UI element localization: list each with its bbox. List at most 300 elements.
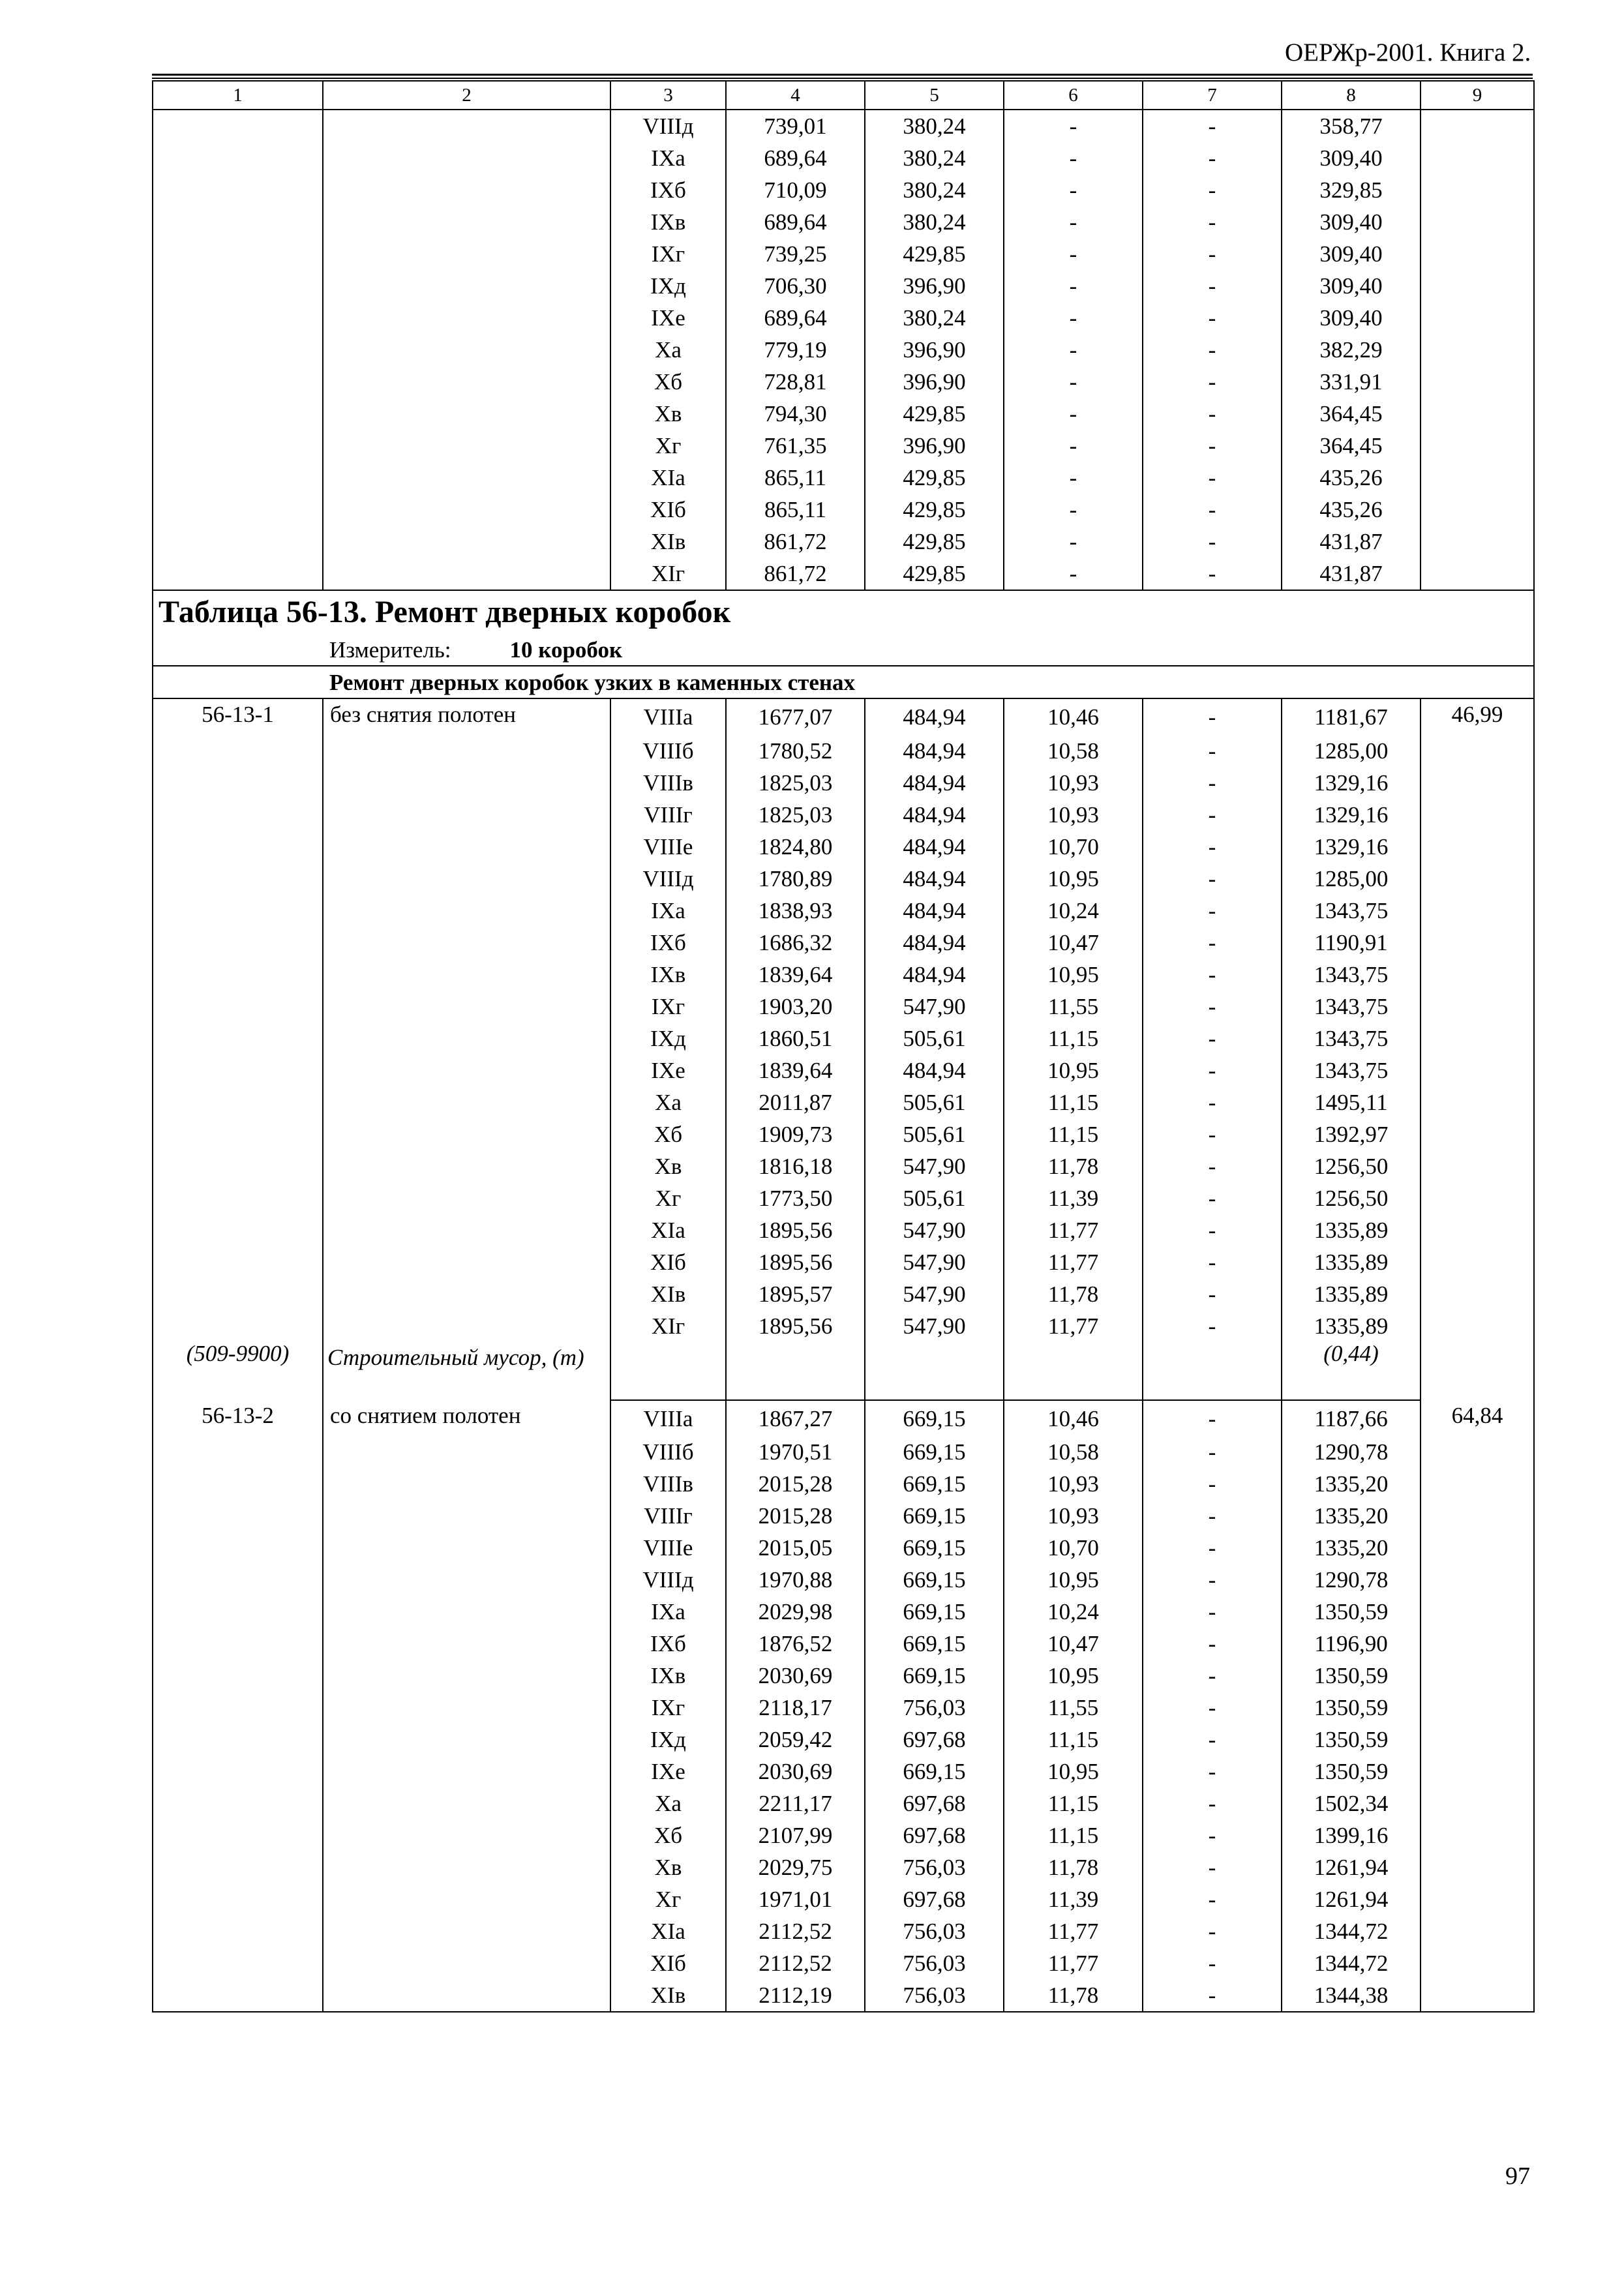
cell: - — [1143, 462, 1282, 494]
table-row — [153, 1214, 1534, 1246]
cell: - — [1143, 1150, 1282, 1182]
cell: 484,94 — [865, 831, 1004, 863]
item-name-cell — [323, 1214, 610, 1246]
table-row — [153, 1468, 1534, 1500]
cell: Xв — [610, 1150, 726, 1182]
running-header: ОЕРЖр-2001. Книга 2. — [1285, 38, 1531, 67]
table-row — [153, 366, 1534, 398]
col9-cell — [1421, 1436, 1534, 1468]
cell: 429,85 — [865, 526, 1004, 558]
item-code-cell — [153, 1756, 323, 1788]
col9-cell — [1421, 1310, 1534, 1342]
cell: 1839,64 — [726, 959, 865, 991]
cell: - — [1004, 494, 1143, 526]
cell: - — [1143, 1883, 1282, 1915]
cell: - — [1143, 1436, 1282, 1468]
cell: 1285,00 — [1282, 735, 1421, 767]
cell: 1867,27 — [726, 1400, 865, 1436]
table-row — [153, 206, 1534, 238]
cell: 1860,51 — [726, 1023, 865, 1055]
col9-cell — [1421, 1628, 1534, 1660]
cell — [865, 1342, 1004, 1400]
table-row — [153, 1246, 1534, 1278]
cell: 1399,16 — [1282, 1819, 1421, 1851]
cell: 1181,67 — [1282, 698, 1421, 735]
cell: 10,95 — [1004, 1756, 1143, 1788]
cell: - — [1143, 959, 1282, 991]
cell: 11,77 — [1004, 1214, 1143, 1246]
cell: Xг — [610, 1182, 726, 1214]
item-code-cell — [153, 959, 323, 991]
cell: 1256,50 — [1282, 1150, 1421, 1182]
item-code-cell — [153, 302, 323, 334]
item-name-cell — [323, 1788, 610, 1819]
cell: IXд — [610, 270, 726, 302]
cell: - — [1004, 270, 1143, 302]
item-name-cell — [323, 1564, 610, 1596]
cell: 2030,69 — [726, 1756, 865, 1788]
item-name-cell — [323, 1979, 610, 2012]
col9-cell — [1421, 1819, 1534, 1851]
cell: 11,39 — [1004, 1182, 1143, 1214]
cell: 1187,66 — [1282, 1400, 1421, 1436]
cell: - — [1143, 142, 1282, 174]
cell: Xб — [610, 1819, 726, 1851]
cell: - — [1143, 1564, 1282, 1596]
table-row — [153, 1118, 1534, 1150]
page-number: 97 — [1505, 2162, 1530, 2190]
col9-cell — [1421, 1596, 1534, 1628]
cell: 697,68 — [865, 1724, 1004, 1756]
cell: 1350,59 — [1282, 1660, 1421, 1692]
cell: 756,03 — [865, 1851, 1004, 1883]
cell: - — [1143, 735, 1282, 767]
item-name-cell — [323, 959, 610, 991]
item-name-cell — [323, 1023, 610, 1055]
subsection-title: Ремонт дверных коробок узких в каменных стенах — [153, 666, 1534, 698]
item-name-cell — [323, 799, 610, 831]
col9-cell: 64,84 — [1421, 1400, 1534, 1436]
cell: IXв — [610, 1660, 726, 1692]
cell: 710,09 — [726, 174, 865, 206]
item-name-cell — [323, 1915, 610, 1947]
cell: 1196,90 — [1282, 1628, 1421, 1660]
cell: - — [1143, 1055, 1282, 1086]
cell: - — [1004, 558, 1143, 590]
item-code-cell — [153, 366, 323, 398]
col9-cell — [1421, 366, 1534, 398]
cell: 865,11 — [726, 494, 865, 526]
item-code-cell — [153, 831, 323, 863]
cell: VIIIа — [610, 698, 726, 735]
cell: IXа — [610, 895, 726, 927]
table-row — [153, 1182, 1534, 1214]
table-row — [153, 1915, 1534, 1947]
table-row — [153, 270, 1534, 302]
cell: - — [1143, 1851, 1282, 1883]
col9-cell — [1421, 991, 1534, 1023]
cell: - — [1143, 1278, 1282, 1310]
cell: - — [1143, 831, 1282, 863]
item-code-cell — [153, 526, 323, 558]
cell: 484,94 — [865, 735, 1004, 767]
col9-cell — [1421, 767, 1534, 799]
col9-cell — [1421, 1564, 1534, 1596]
item-name-cell — [323, 398, 610, 430]
item-name-cell — [323, 142, 610, 174]
cell: 10,93 — [1004, 1468, 1143, 1500]
cell: 779,19 — [726, 334, 865, 366]
cell: - — [1004, 142, 1143, 174]
measure-cell — [153, 634, 1534, 666]
cell: 10,93 — [1004, 799, 1143, 831]
cell: - — [1143, 1660, 1282, 1692]
cell: IXг — [610, 1692, 726, 1724]
cell: Xв — [610, 398, 726, 430]
cell: VIIIг — [610, 799, 726, 831]
cell: 396,90 — [865, 430, 1004, 462]
cell: - — [1143, 1979, 1282, 2012]
cell: 669,15 — [865, 1596, 1004, 1628]
item-code-cell — [153, 1596, 323, 1628]
table-row — [153, 430, 1534, 462]
item-name-cell — [323, 302, 610, 334]
cell: IXа — [610, 142, 726, 174]
cell: 431,87 — [1282, 558, 1421, 590]
item-name-cell — [323, 1055, 610, 1086]
cell: - — [1004, 430, 1143, 462]
item-code-cell — [153, 863, 323, 895]
cell: XIа — [610, 1915, 726, 1947]
cell: 1838,93 — [726, 895, 865, 927]
item-code-cell — [153, 895, 323, 927]
cell: 10,58 — [1004, 1436, 1143, 1468]
cell: - — [1004, 334, 1143, 366]
cell: 10,58 — [1004, 735, 1143, 767]
cell: VIIIд — [610, 863, 726, 895]
cell: 547,90 — [865, 1310, 1004, 1342]
cell: 380,24 — [865, 302, 1004, 334]
col9-cell — [1421, 1150, 1534, 1182]
measure-label: Измеритель: — [329, 636, 451, 663]
table-row — [153, 1310, 1534, 1342]
cell: Xг — [610, 430, 726, 462]
item-code-cell — [153, 1915, 323, 1947]
table-row — [153, 1756, 1534, 1788]
cell: 2029,75 — [726, 1851, 865, 1883]
cell: 2015,28 — [726, 1500, 865, 1532]
cell: - — [1143, 430, 1282, 462]
cell: 435,26 — [1282, 462, 1421, 494]
cell: - — [1143, 1724, 1282, 1756]
cell: 11,55 — [1004, 1692, 1143, 1724]
cell: 697,68 — [865, 1883, 1004, 1915]
cell: 697,68 — [865, 1788, 1004, 1819]
cell: - — [1143, 366, 1282, 398]
cell: - — [1143, 991, 1282, 1023]
cell: - — [1004, 238, 1143, 270]
cell: 10,47 — [1004, 1628, 1143, 1660]
table-row — [153, 494, 1534, 526]
table-row — [153, 735, 1534, 767]
cell: VIIIв — [610, 767, 726, 799]
column-number-row — [153, 81, 1534, 110]
cell: 11,77 — [1004, 1947, 1143, 1979]
cell: - — [1143, 1915, 1282, 1947]
col9-cell — [1421, 1883, 1534, 1915]
cell: 2015,05 — [726, 1532, 865, 1564]
cell: 1502,34 — [1282, 1788, 1421, 1819]
col9-cell — [1421, 1246, 1534, 1278]
cell: 10,46 — [1004, 1400, 1143, 1436]
cell: 11,78 — [1004, 1851, 1143, 1883]
cell: - — [1143, 494, 1282, 526]
cell: 484,94 — [865, 895, 1004, 927]
cell: 380,24 — [865, 110, 1004, 142]
item-code-cell — [153, 1118, 323, 1150]
item-name-cell — [323, 1436, 610, 1468]
col9-cell — [1421, 1182, 1534, 1214]
cell: - — [1143, 174, 1282, 206]
item-name-cell — [323, 1278, 610, 1310]
cell: - — [1143, 1468, 1282, 1500]
cell: - — [1143, 1819, 1282, 1851]
table-row — [153, 1979, 1534, 2012]
cell: 756,03 — [865, 1979, 1004, 2012]
cell: Xа — [610, 334, 726, 366]
table-row — [153, 1023, 1534, 1055]
cell: IXе — [610, 1756, 726, 1788]
cell: 689,64 — [726, 142, 865, 174]
item-name-cell — [323, 494, 610, 526]
table-row — [153, 1883, 1534, 1915]
col9-cell — [1421, 831, 1534, 863]
cell: 547,90 — [865, 991, 1004, 1023]
table-row — [153, 831, 1534, 863]
cell: 484,94 — [865, 799, 1004, 831]
item-code-cell — [153, 110, 323, 142]
cell: - — [1143, 302, 1282, 334]
table-row — [153, 110, 1534, 142]
cell: 1290,78 — [1282, 1436, 1421, 1468]
cell: IXб — [610, 1628, 726, 1660]
cell: - — [1143, 1532, 1282, 1564]
cell: 689,64 — [726, 302, 865, 334]
item-code-cell — [153, 735, 323, 767]
item-name-cell — [323, 462, 610, 494]
cell: 2211,17 — [726, 1788, 865, 1819]
item-name-cell — [323, 1660, 610, 1692]
cell: XIб — [610, 1947, 726, 1979]
subsection-row — [153, 666, 1534, 698]
item-code-cell — [153, 1947, 323, 1979]
cell: IXе — [610, 1055, 726, 1086]
cell: 396,90 — [865, 366, 1004, 398]
cell: 669,15 — [865, 1756, 1004, 1788]
cell: - — [1143, 1788, 1282, 1819]
cell: - — [1143, 1692, 1282, 1724]
col9-cell — [1421, 398, 1534, 430]
cell: 761,35 — [726, 430, 865, 462]
col9-cell — [1421, 1214, 1534, 1246]
item-code-cell — [153, 1564, 323, 1596]
cell: 11,77 — [1004, 1915, 1143, 1947]
col9-cell — [1421, 526, 1534, 558]
cell: 505,61 — [865, 1118, 1004, 1150]
cell: 309,40 — [1282, 270, 1421, 302]
cell: 11,78 — [1004, 1150, 1143, 1182]
cell: 10,47 — [1004, 927, 1143, 959]
cell: 1261,94 — [1282, 1851, 1421, 1883]
cell: 429,85 — [865, 398, 1004, 430]
cell: 484,94 — [865, 698, 1004, 735]
column-number: 7 — [1143, 81, 1282, 110]
item-code-cell — [153, 1532, 323, 1564]
item-name-cell — [323, 831, 610, 863]
cell: 739,01 — [726, 110, 865, 142]
col9-cell — [1421, 895, 1534, 927]
cell: 484,94 — [865, 767, 1004, 799]
item-code-cell — [153, 1278, 323, 1310]
cell: 11,39 — [1004, 1883, 1143, 1915]
col9-cell — [1421, 494, 1534, 526]
item-name-cell — [323, 991, 610, 1023]
table-row — [153, 1660, 1534, 1692]
cell: 358,77 — [1282, 110, 1421, 142]
table-row — [153, 927, 1534, 959]
column-number: 1 — [153, 81, 323, 110]
cell: - — [1143, 1310, 1282, 1342]
cell: VIIIв — [610, 1468, 726, 1500]
cell: 10,70 — [1004, 1532, 1143, 1564]
cell: XIб — [610, 1246, 726, 1278]
cell: 1343,75 — [1282, 959, 1421, 991]
col9-cell — [1421, 799, 1534, 831]
col9-cell — [1421, 462, 1534, 494]
cell: IXг — [610, 991, 726, 1023]
item-name-cell — [323, 206, 610, 238]
cell: 10,24 — [1004, 1596, 1143, 1628]
cell: - — [1143, 558, 1282, 590]
cell: 10,95 — [1004, 1564, 1143, 1596]
column-number: 9 — [1421, 81, 1534, 110]
cell: 10,93 — [1004, 1500, 1143, 1532]
cell: 1780,89 — [726, 863, 865, 895]
col9-cell — [1421, 1500, 1534, 1532]
cell: 11,15 — [1004, 1118, 1143, 1150]
item-name-cell — [323, 1310, 610, 1342]
cell: 2112,52 — [726, 1947, 865, 1979]
cell: XIв — [610, 1278, 726, 1310]
item-code-cell — [153, 1692, 323, 1724]
cell: 1970,88 — [726, 1564, 865, 1596]
item-code-cell — [153, 767, 323, 799]
cell: IXв — [610, 959, 726, 991]
cell: 1495,11 — [1282, 1086, 1421, 1118]
table-row — [153, 398, 1534, 430]
cell: - — [1004, 526, 1143, 558]
cell: - — [1143, 1596, 1282, 1628]
col9-cell — [1421, 110, 1534, 142]
cell: IXв — [610, 206, 726, 238]
item-name-cell — [323, 1086, 610, 1118]
cell: Xв — [610, 1851, 726, 1883]
cell: 2118,17 — [726, 1692, 865, 1724]
item-code-cell — [153, 1310, 323, 1342]
cell: 547,90 — [865, 1246, 1004, 1278]
cell: VIIIе — [610, 1532, 726, 1564]
cell: XIв — [610, 1979, 726, 2012]
cell: 794,30 — [726, 398, 865, 430]
cell: - — [1143, 206, 1282, 238]
cell: 1350,59 — [1282, 1724, 1421, 1756]
cell: 669,15 — [865, 1564, 1004, 1596]
item-name-cell — [323, 1883, 610, 1915]
cell: 1335,20 — [1282, 1500, 1421, 1532]
col9-cell — [1421, 1724, 1534, 1756]
cell: 309,40 — [1282, 206, 1421, 238]
cell: 1350,59 — [1282, 1692, 1421, 1724]
column-number: 3 — [610, 81, 726, 110]
measure-value: 10 коробок — [509, 636, 623, 663]
table-row — [153, 1150, 1534, 1182]
cell: Xа — [610, 1788, 726, 1819]
cell: 484,94 — [865, 959, 1004, 991]
col9-cell — [1421, 1118, 1534, 1150]
cell: 431,87 — [1282, 526, 1421, 558]
item-name-cell: со снятием полотен — [323, 1400, 610, 1436]
cell: - — [1004, 366, 1143, 398]
item-name-cell — [323, 1468, 610, 1500]
col9-cell — [1421, 238, 1534, 270]
col9-cell — [1421, 1023, 1534, 1055]
cell: 756,03 — [865, 1915, 1004, 1947]
cell: 309,40 — [1282, 142, 1421, 174]
col9-cell — [1421, 1660, 1534, 1692]
cell: VIIIе — [610, 831, 726, 863]
cell: 706,30 — [726, 270, 865, 302]
col9-cell — [1421, 1086, 1534, 1118]
cell: 669,15 — [865, 1500, 1004, 1532]
cell: 1343,75 — [1282, 1023, 1421, 1055]
cell: - — [1004, 302, 1143, 334]
cell: Xа — [610, 1086, 726, 1118]
cell: - — [1143, 270, 1282, 302]
footnote-row — [153, 1342, 1534, 1400]
item-name-cell — [323, 1628, 610, 1660]
table-row — [153, 698, 1534, 735]
cell: 2112,52 — [726, 1915, 865, 1947]
cell: 1876,52 — [726, 1628, 865, 1660]
cell: 11,77 — [1004, 1246, 1143, 1278]
item-name-cell — [323, 1500, 610, 1532]
footnote-value: (0,44) — [1282, 1342, 1421, 1400]
cell: 2107,99 — [726, 1819, 865, 1851]
cell: VIIIа — [610, 1400, 726, 1436]
cell: - — [1143, 1947, 1282, 1979]
table-body — [153, 81, 1534, 2012]
cell: 10,95 — [1004, 863, 1143, 895]
col9-cell — [1421, 959, 1534, 991]
cell: 1285,00 — [1282, 863, 1421, 895]
item-name-cell — [323, 1692, 610, 1724]
cell: 1329,16 — [1282, 831, 1421, 863]
cell: 1780,52 — [726, 735, 865, 767]
cell: 1895,56 — [726, 1246, 865, 1278]
table-row — [153, 238, 1534, 270]
cell: 669,15 — [865, 1436, 1004, 1468]
cell: - — [1143, 398, 1282, 430]
